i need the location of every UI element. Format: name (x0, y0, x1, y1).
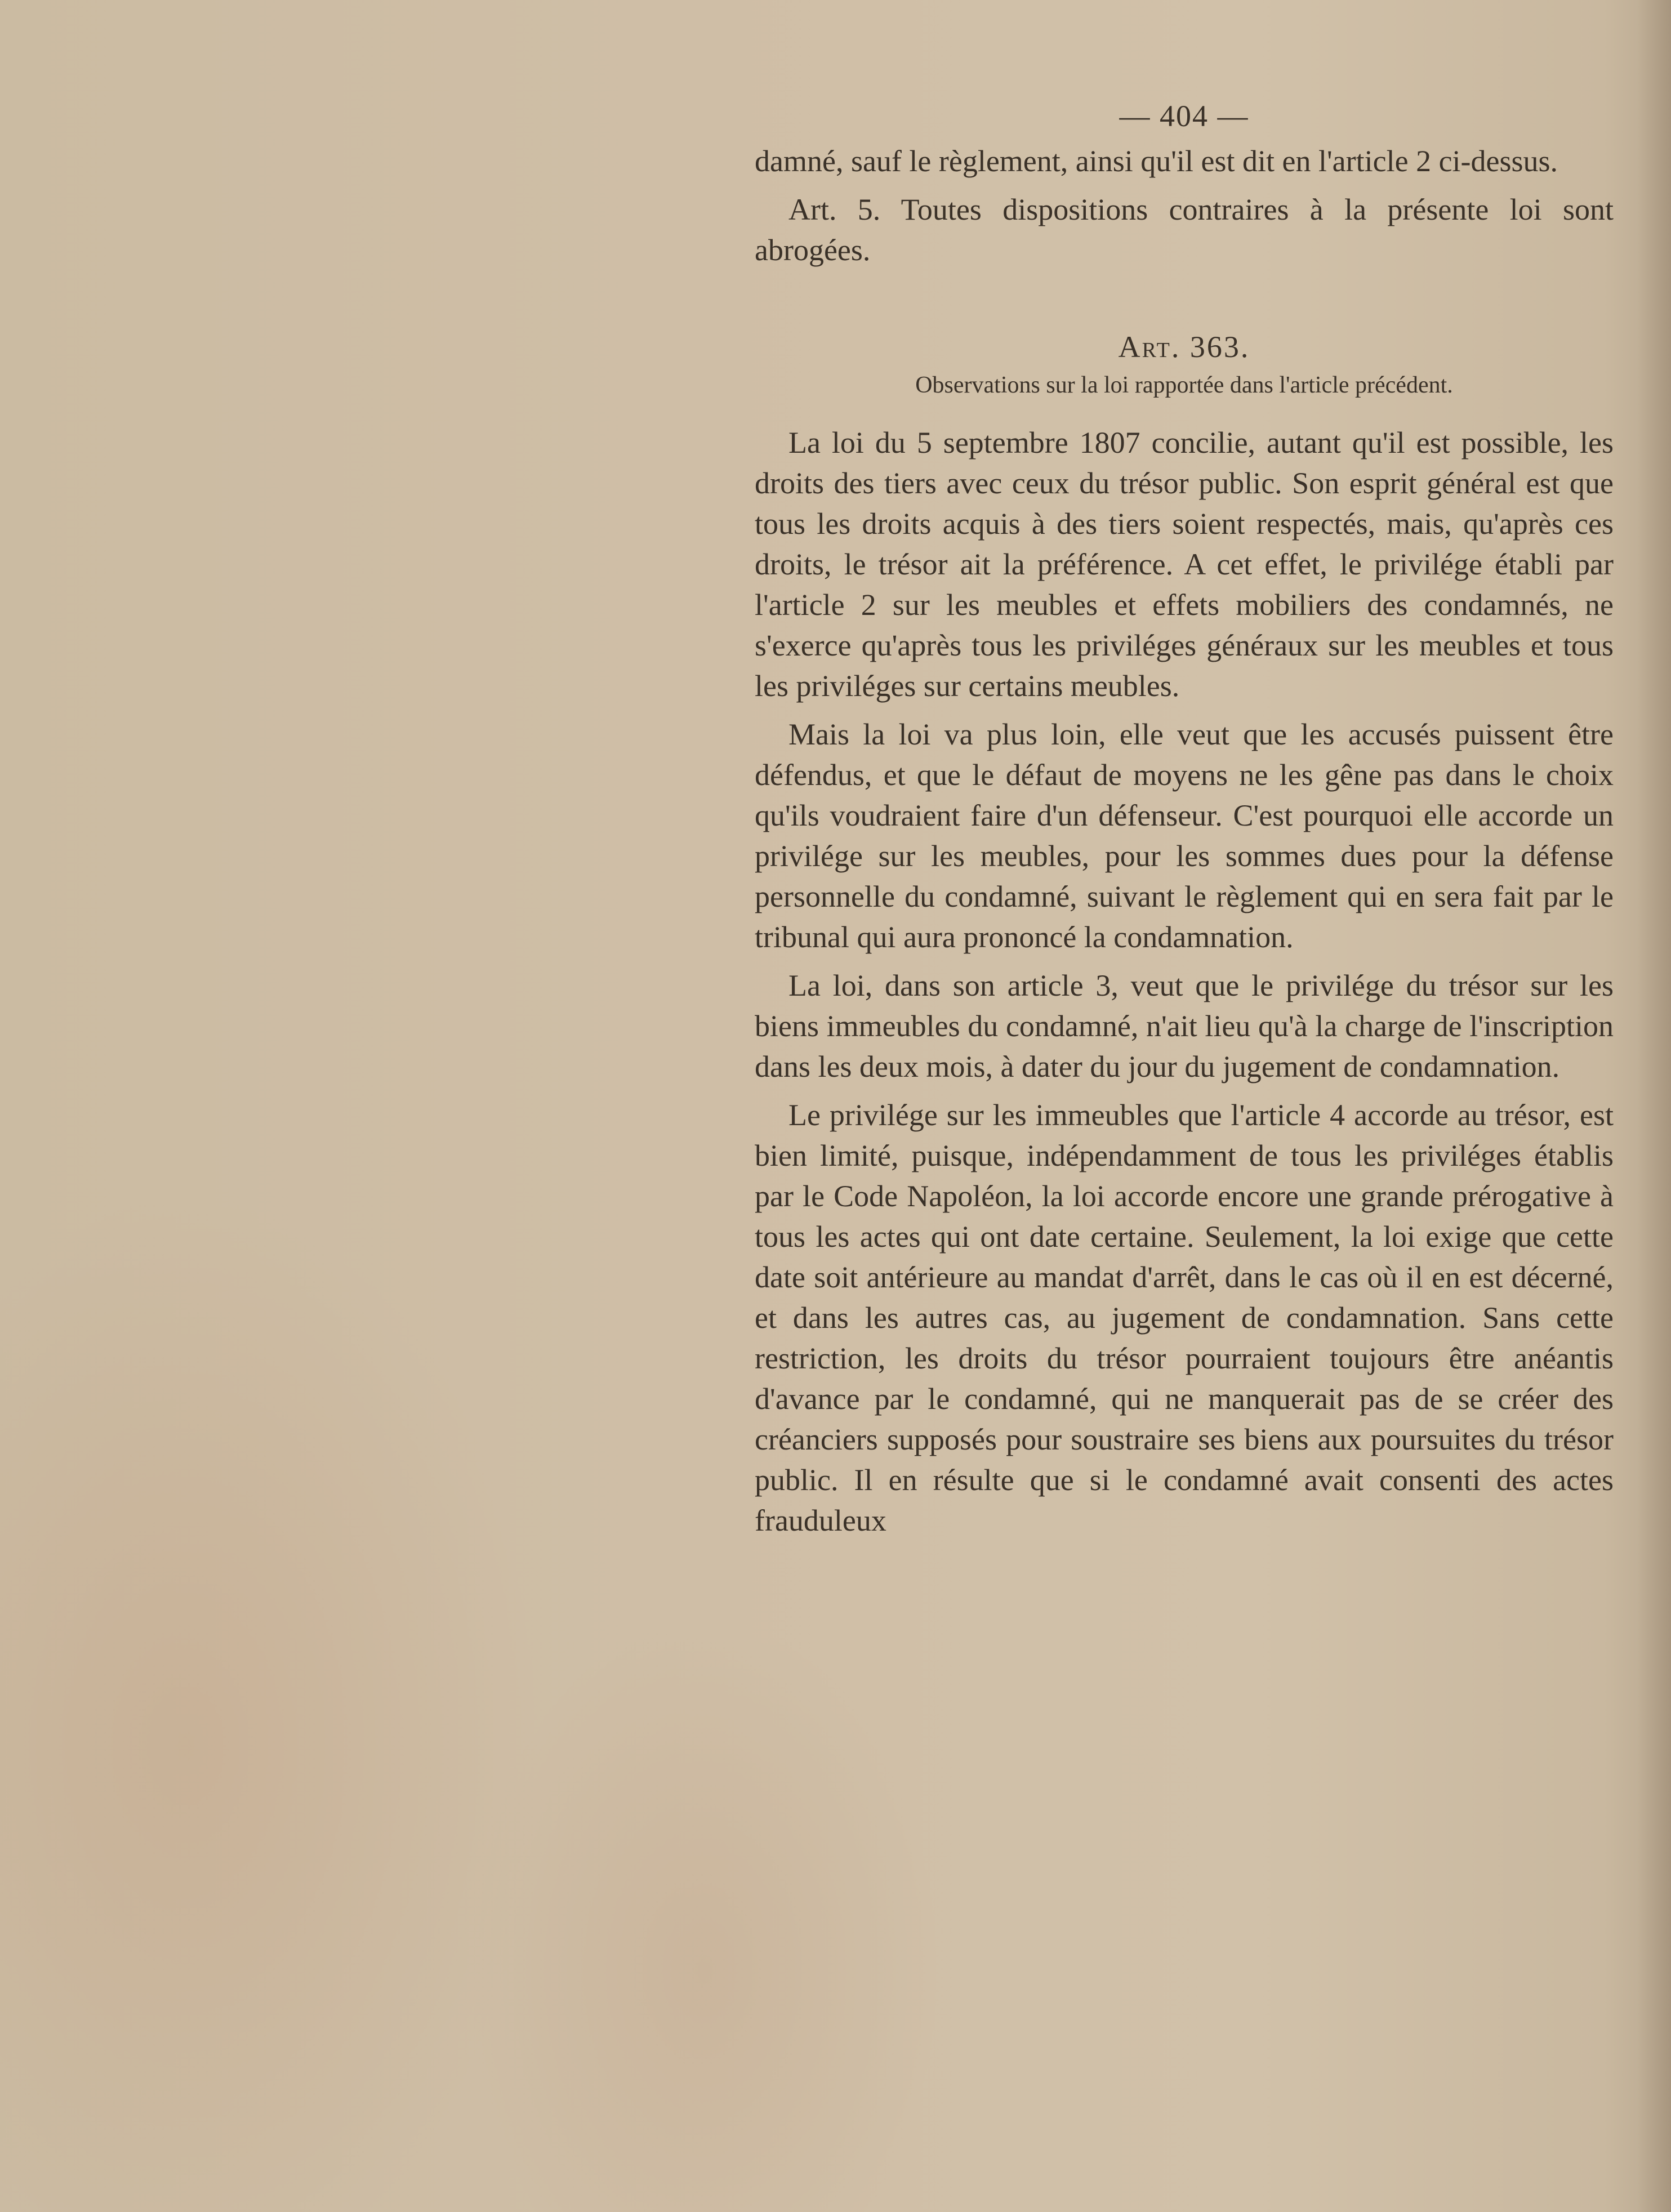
article-5-paragraph: Art. 5. Toutes dispositions contraires à la présente loi sont abrogées. (755, 193, 1614, 267)
page-number: — 404 — (1119, 99, 1249, 133)
continuation-paragraph: damné, sauf le règlement, ainsi qu'il est dit en l'article 2 ci-dessus. (755, 144, 1558, 178)
article-heading-title: Art. 363. (1118, 330, 1250, 364)
body-paragraph-1: La loi du 5 septembre 1807 concilie, autant qu'il est possible, les droits des tiers avec ceux du trésor public. Son esprit général est que tous les droits acquis à des tiers soient respectés, mais, qu'après ces droits, le trésor ait la préférence. A cet effet, le privilége établi par l'article 2 sur les meubles et effets mobiliers des condamnés, ne s'exerce qu'après tous les priviléges généraux sur les meubles et tous les priviléges sur certains meubles. (755, 426, 1614, 703)
article-subheading: Observations sur la loi rapportée dans l'article précédent. (915, 372, 1453, 398)
body-paragraph-2: Mais la loi va plus loin, elle veut que les accusés puissent être défendus, et que le défaut de moyens ne les gêne pas dans le choix qu'ils voudraient faire d'un défenseur. C'est pourquoi elle accorde un privilége sur les meubles, pour les sommes dues pour la défense personnelle du condamné, suivant le règlement qui en sera fait par le tribunal qui aura prononcé la condamnation. (755, 717, 1614, 954)
page-edge-shadow (1637, 0, 1671, 2212)
article-heading (755, 327, 1614, 367)
page-text-block (755, 96, 1614, 1549)
body-paragraph-4: Le privilége sur les immeubles que l'article 4 accorde au trésor, est bien limité, puisque, indépendamment de tous les priviléges établis par le Code Napoléon, la loi accorde encore une grande prérogative à tous les actes qui ont date certaine. Seulement, la loi exige que cette date soit antérieure au mandat d'arrêt, dans le cas où il en est décerné, et dans les autres cas, au jugement de condamnation. Sans cette restriction, les droits du trésor pourraient toujours être anéantis d'avance par le condamné, qui ne manquerait pas de se créer des créanciers supposés pour soustraire ses biens aux poursuites du trésor public. Il en résulte que si le condamné avait consenti des actes frauduleux (755, 1098, 1614, 1537)
body-paragraph-3: La loi, dans son article 3, veut que le privilége du trésor sur les biens immeubles du condamné, n'ait lieu qu'à la charge de l'inscription dans les deux mois, à dater du jour du jugement de condamnation. (755, 969, 1614, 1083)
